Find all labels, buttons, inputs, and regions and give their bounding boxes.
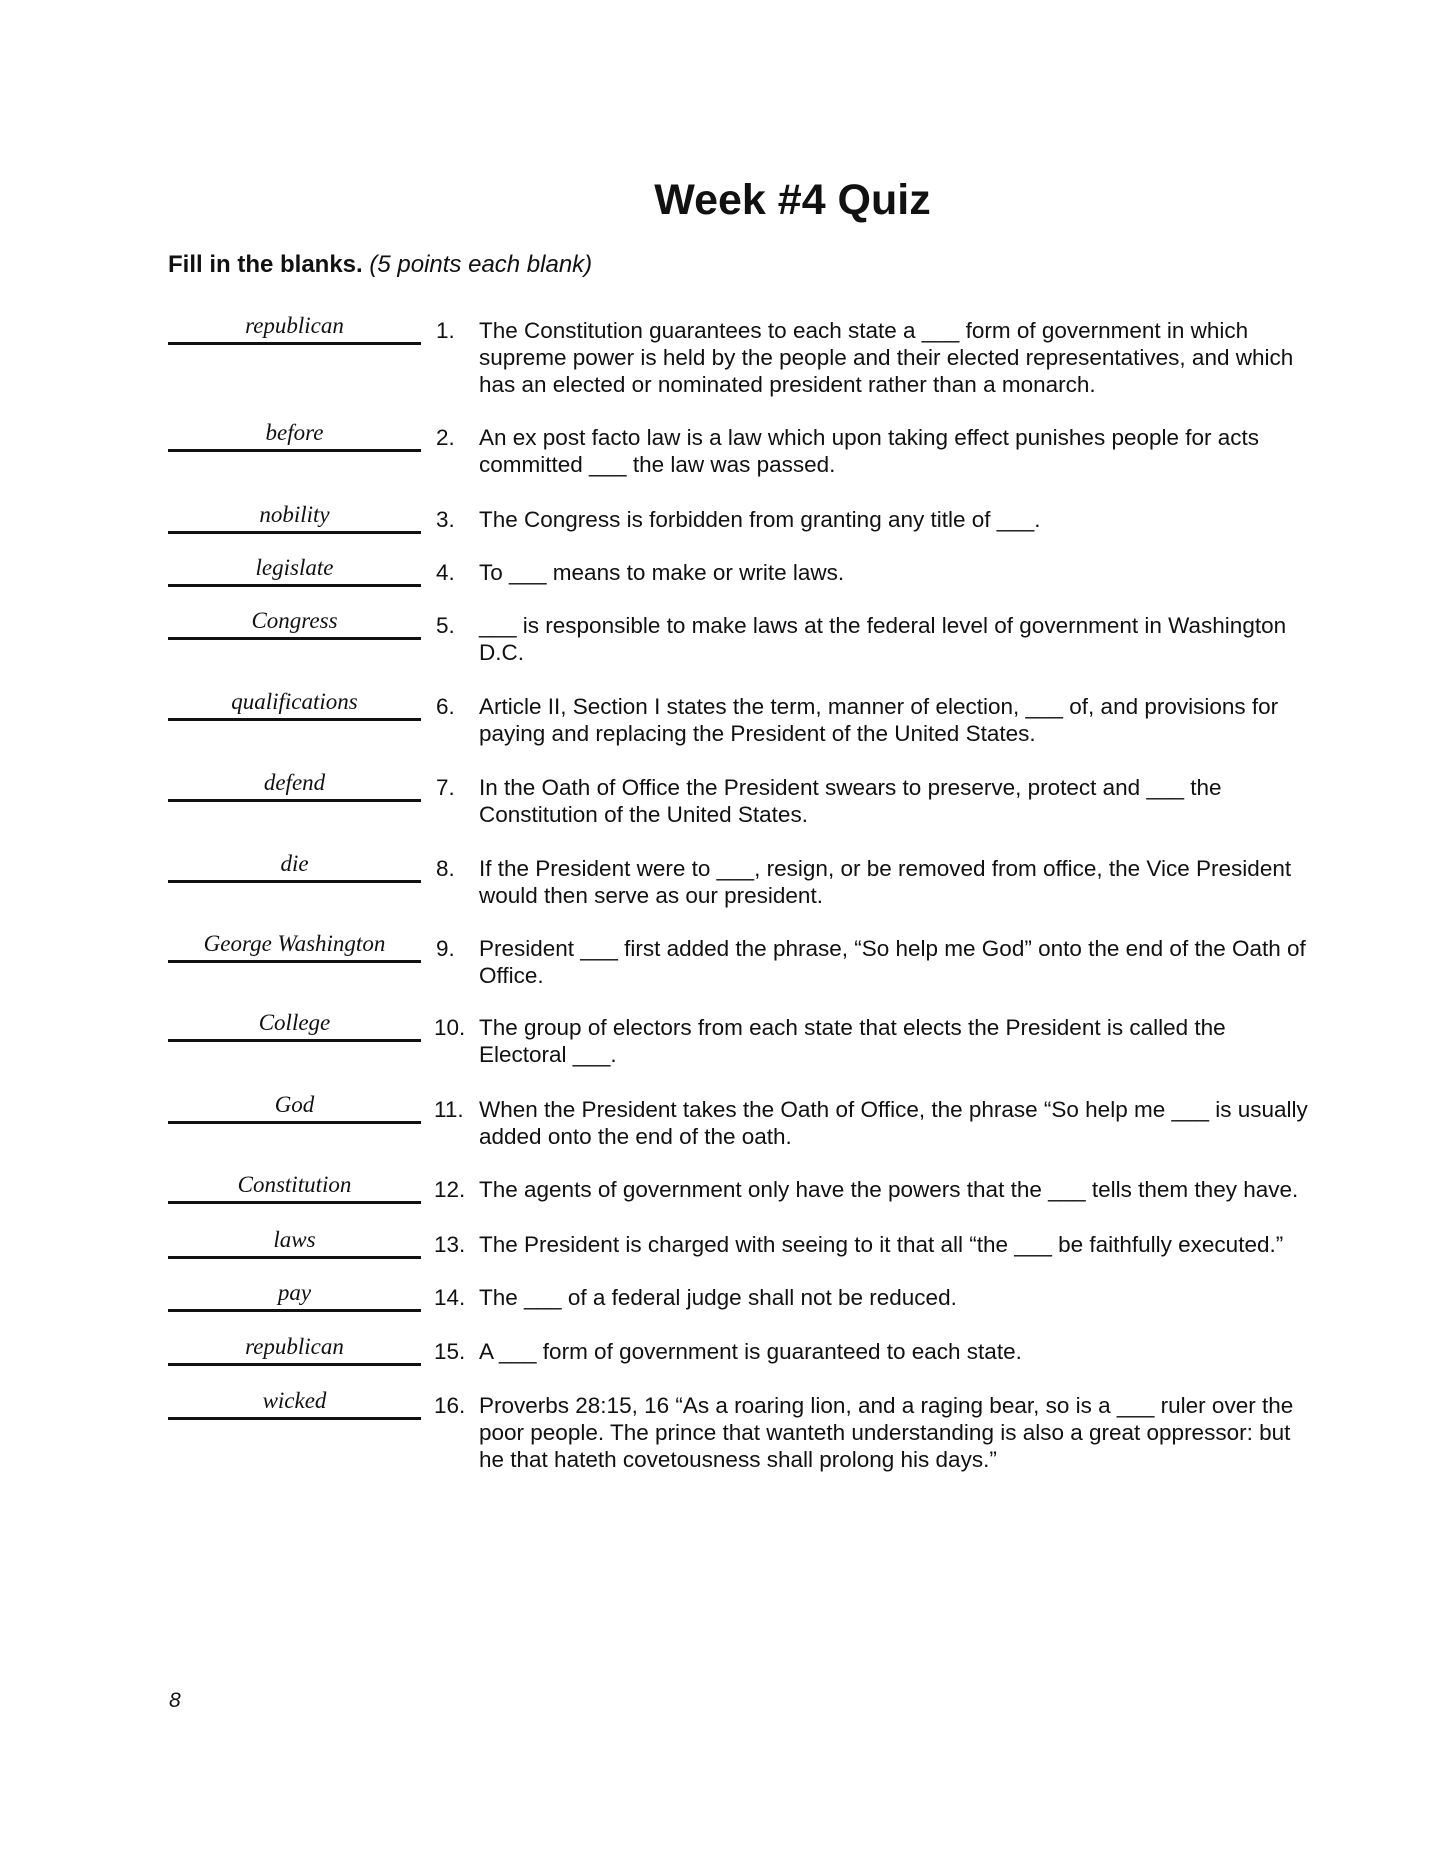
question-number: 3. — [436, 507, 455, 532]
question-text-line: The agents of government only have the powers that the ___ tells them they have. — [479, 1177, 1299, 1202]
question-text-line: The Congress is forbidden from granting any title of ___. — [479, 507, 1041, 532]
page-title: Week #4 Quiz — [654, 176, 931, 224]
question-text-line: An ex post facto law is a law which upon taking effect punishes people for acts — [479, 425, 1260, 450]
answer-blank[interactable]: laws — [168, 1223, 421, 1259]
question-text — [479, 774, 1359, 828]
answer-blank[interactable]: before — [168, 416, 421, 452]
answer-blank[interactable]: pay — [168, 1276, 421, 1312]
instructions — [168, 251, 592, 279]
instructions-points: (5 points each blank) — [369, 251, 593, 278]
question-number: 13. — [434, 1232, 466, 1257]
question-text — [479, 1176, 1359, 1203]
question-text-line: The President is charged with seeing to it that all “the ___ be faithfully executed.” — [479, 1232, 1284, 1257]
question-text — [479, 693, 1359, 747]
question-text-line: Office. — [479, 963, 544, 988]
question-text-line: The group of electors from each state that elects the President is called the — [479, 1015, 1226, 1040]
question-text-line: If the President were to ___, resign, or be removed from office, the Vice President — [479, 856, 1292, 881]
question-text-line: The Constitution guarantees to each state a ___ form of government in which — [479, 318, 1249, 343]
question-text-line: Electoral ___. — [479, 1042, 617, 1067]
question-number: 16. — [434, 1393, 466, 1418]
question-text-line: In the Oath of Office the President swears to preserve, protect and ___ the — [479, 775, 1222, 800]
question-text-line: To ___ means to make or write laws. — [479, 560, 845, 585]
question-number: 7. — [436, 775, 455, 800]
question-text-line: supreme power is held by the people and their elected representatives, and which — [479, 345, 1294, 370]
question-number: 14. — [434, 1285, 466, 1310]
answer-blank[interactable]: God — [168, 1088, 421, 1124]
question-text-line: When the President takes the Oath of Office, the phrase “So help me ___ is usually — [479, 1097, 1308, 1122]
question-text — [479, 935, 1359, 989]
question-text-line: Constitution of the United States. — [479, 802, 808, 827]
question-text-line: paying and replacing the President of the United States. — [479, 721, 1036, 746]
question-text-line: committed ___ the law was passed. — [479, 452, 836, 477]
question-text — [479, 506, 1359, 533]
question-text-line: would then serve as our president. — [479, 883, 823, 908]
question-text — [479, 1014, 1359, 1068]
answer-blank[interactable]: republican — [168, 309, 421, 345]
question-text — [479, 317, 1359, 398]
question-text-line: D.C. — [479, 640, 524, 665]
answer-blank[interactable]: die — [168, 847, 421, 883]
answer-blank[interactable]: George Washington — [168, 927, 421, 963]
question-text-line: added onto the end of the oath. — [479, 1124, 792, 1149]
question-number: 11. — [434, 1097, 464, 1122]
question-text — [479, 1338, 1359, 1365]
question-number: 4. — [436, 560, 455, 585]
question-number: 12. — [434, 1177, 466, 1202]
question-text — [479, 612, 1359, 666]
question-number: 5. — [436, 613, 455, 638]
question-text — [479, 1231, 1359, 1258]
question-number: 15. — [434, 1339, 466, 1364]
question-number: 6. — [436, 694, 455, 719]
question-text — [479, 559, 1359, 586]
question-text-line: President ___ first added the phrase, “So help me God” onto the end of the Oath of — [479, 936, 1306, 961]
question-number: 1. — [436, 318, 455, 343]
question-text — [479, 1392, 1359, 1473]
question-text-line: The ___ of a federal judge shall not be reduced. — [479, 1285, 957, 1310]
answer-blank[interactable]: republican — [168, 1330, 421, 1366]
question-text-line: Proverbs 28:15, 16 “As a roaring lion, and a raging bear, so is a ___ ruler over the — [479, 1393, 1294, 1418]
answer-blank[interactable]: nobility — [168, 498, 421, 534]
page-number: 8 — [169, 1689, 181, 1712]
answer-blank[interactable]: Congress — [168, 604, 421, 640]
question-text — [479, 1284, 1359, 1311]
question-text-line: has an elected or nominated president rather than a monarch. — [479, 372, 1096, 397]
question-text-line: Article II, Section I states the term, manner of election, ___ of, and provisions for — [479, 694, 1279, 719]
question-number: 10. — [434, 1015, 466, 1040]
answer-blank[interactable]: College — [168, 1006, 421, 1042]
answer-blank[interactable]: qualifications — [168, 685, 421, 721]
answer-blank[interactable]: defend — [168, 766, 421, 802]
question-text-line: poor people. The prince that wanteth understanding is also a great oppressor: but — [479, 1420, 1291, 1445]
question-number: 2. — [436, 425, 455, 450]
question-text — [479, 1096, 1359, 1150]
question-number: 8. — [436, 856, 455, 881]
question-text-line: he that hateth covetousness shall prolong his days.” — [479, 1447, 997, 1472]
answer-blank[interactable]: Constitution — [168, 1168, 421, 1204]
question-text — [479, 424, 1359, 478]
question-text — [479, 855, 1359, 909]
answer-blank[interactable]: legislate — [168, 551, 421, 587]
question-text-line: A ___ form of government is guaranteed to each state. — [479, 1339, 1022, 1364]
instructions-label: Fill in the blanks. — [168, 251, 363, 278]
answer-blank[interactable]: wicked — [168, 1384, 421, 1420]
question-number: 9. — [436, 936, 455, 961]
question-text-line: ___ is responsible to make laws at the federal level of government in Washington — [479, 613, 1287, 638]
